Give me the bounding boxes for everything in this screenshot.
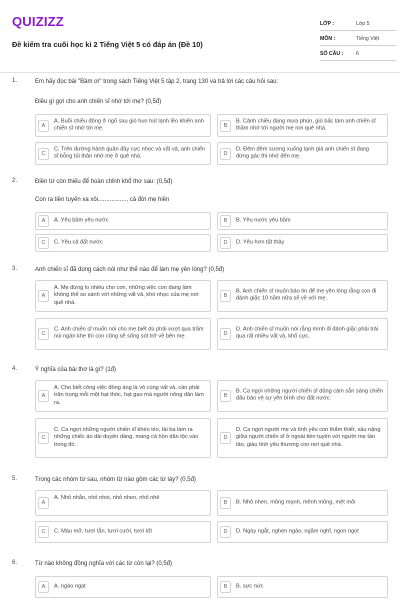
option-letter: C [38,526,49,538]
answer-option-c[interactable] [35,142,211,165]
option-text: A. Yêu bầm yêu nước [54,217,109,224]
option-letter: B [220,120,231,132]
option-letter: B [220,581,231,593]
question-text: Ý nghĩa của bài thơ là gì? (1đ) [35,367,116,373]
option-letter: A [38,581,49,593]
meta-value: Lớp 5 [356,21,370,27]
option-letter: A [38,390,49,402]
option-text: C. Ca ngợi những người chiến sĩ khéo léo, tài ba làm ra những chiếc áo dài duyên dáng, mang cả hồn dân tộc vào trong đó. [54,427,199,448]
question-number: 2. [12,178,18,184]
answer-option-b[interactable] [217,280,388,312]
meta-row-count [320,46,396,61]
option-letter: A [38,120,49,132]
option-text: D. Yêu hơn tất thảy [236,239,285,246]
page-title: Đề kiểm tra cuối học kì 2 Tiếng Việt 5 có đáp án (Đề 10) [12,40,203,49]
option-letter: B [220,290,231,302]
answer-option-a[interactable] [35,576,211,598]
option-text: B. Anh chiến sĩ muốn báo tin để mẹ yên lòng rằng con đi đánh giặc 10 năm nữa sẽ về với mẹ. [236,288,377,302]
answer-option-c[interactable] [35,234,211,252]
option-letter: D [220,432,231,444]
answer-option-d[interactable] [217,318,388,350]
meta-value: Tiếng Việt [356,36,380,42]
header-divider [0,72,400,73]
answer-option-a[interactable] [35,280,211,312]
question-number: 6. [12,560,18,566]
question-text: Trong các nhóm từ sau, nhóm từ nào gồm các từ láy? (0,5đ) [35,477,196,483]
answer-option-b[interactable] [217,576,388,598]
answer-option-d[interactable] [217,234,388,252]
option-letter: C [38,432,49,444]
question-6 [12,560,388,600]
answer-option-b[interactable] [217,114,388,137]
answer-option-b[interactable] [217,490,388,516]
option-letter: A [38,215,49,227]
answer-option-a[interactable] [35,380,211,412]
question-2 [12,178,388,256]
option-letter: D [220,526,231,538]
option-text: C. Trên đường hành quân đầy cực nhọc và vất vả, anh chiến sĩ bỗng tủi thân nhớ mẹ ở quê nhà. [54,146,206,160]
option-letter: C [38,328,49,340]
question-prompt: Điều gì gợi cho anh chiến sĩ nhớ tới mẹ? (0,5đ) [35,99,162,105]
option-letter: C [38,148,49,160]
answer-option-a[interactable] [35,114,211,137]
option-text: C. Màu mỡ, tươi tắn, tươi cười, tươi tốt [54,528,152,535]
option-letter: A [38,290,49,302]
option-text: B. Cảnh chiều đang mưa phùn, gió bấc làm anh chiến sĩ thầm nhớ tới người mẹ nơi quê nhà. [236,118,376,132]
option-letter: D [220,328,231,340]
question-text: Em hãy đọc bài "Bầm ơi" trong sách Tiếng Việt 5 tập 2, trang 130 và trả lời các câu hỏi sau: [35,79,279,85]
option-text: A. Buổi chiều đông ở ngõ sau gió hun hút lạnh lẽo khiến anh chiến sĩ nhớ tới mẹ. [54,118,204,132]
option-text: A. Mẹ đừng lo nhiều cho con, những việc con đang làm không thể so sánh với những vất vả, khó nhọc của mẹ nơi quê nhà. [54,285,199,306]
option-text: A. ngào ngạt [54,583,86,590]
answer-option-b[interactable] [217,380,388,412]
option-text: B. Yêu nước yêu bầm [236,217,291,224]
option-letter: C [38,237,49,249]
option-letter: D [220,148,231,160]
answer-option-b[interactable] [217,212,388,230]
option-text: C. Anh chiến sĩ muốn nói cho mẹ biết dù phải vượt qua trăm núi ngàn khe thì con cũng sẽ sống sót trở về bên mẹ. [54,326,204,340]
meta-key: SỐ CÂU : [320,51,344,57]
option-text: D. Ngày ngắt, nghẹn ngào, ngăm nghĩ, ngon ngọt [236,528,359,535]
option-letter: B [220,215,231,227]
meta-row-grade [320,16,396,31]
option-text: B. sực nức [236,583,264,590]
option-text: B. Nhỏ nhen, mông mạnh, mênh mông, mệt mỏi [236,499,356,506]
answer-option-d[interactable] [217,521,388,543]
question-5 [12,476,388,552]
worksheet-header [12,10,388,64]
option-text: D. Ca ngợi người mẹ và tình yêu con thắm thiết, sâu nặng giữa người chiến sĩ ở ngoài tiền tuyến với người mẹ tần tảo, giàu tình yêu thương con nơi quê nhà. [236,427,381,448]
question-3 [12,266,388,356]
question-1 [12,78,388,170]
question-number: 4. [12,366,18,372]
option-text: C. Yêu cả đất nước [54,239,103,246]
option-text: D. Anh chiến sĩ muốn nói rằng mình đi đánh giặc phải trải qua rất nhiều vất vả, khổ cực. [236,326,379,340]
meta-key: LỚP : [320,21,335,27]
question-number: 1. [12,78,18,84]
meta-key: MÔN : [320,36,336,42]
question-text: Từ nào không đồng nghĩa với các từ còn lại? (0,5đ) [35,561,173,567]
answer-option-d[interactable] [217,142,388,165]
question-number: 5. [12,476,18,482]
question-4 [12,366,388,466]
option-text: A. Cho biết công việc đồng áng là vô cùng vất vả, cần phải trân trọng mỗi một hạt thóc, hạt gạo mà người nông dân làm ra. [54,385,204,406]
meta-table [320,16,396,61]
option-text: D. Đêm đêm sương xuống lạnh giá anh chiến sĩ đang đứng gác thì nhớ đến mẹ. [236,146,370,160]
option-letter: B [220,390,231,402]
option-letter: D [220,237,231,249]
meta-value: 6 [356,51,359,57]
question-text: Anh chiến sĩ đã dùng cách nói như thế nào để làm mẹ yên lòng? (0,5đ) [35,267,225,273]
quizizz-logo: QUIZIZZ [12,14,64,29]
answer-option-c[interactable] [35,318,211,350]
answer-option-d[interactable] [217,418,388,458]
answer-option-c[interactable] [35,418,211,458]
option-letter: B [220,497,231,509]
answer-option-a[interactable] [35,490,211,516]
question-prompt: Con ra tiền tuyến xa xôi................., cả đời mẹ hiền [35,197,170,203]
answer-option-c[interactable] [35,521,211,543]
question-number: 3. [12,266,18,272]
option-text: B. Ca ngợi những người chiến sĩ dũng cảm sẵn sàng chiến đấu bảo vệ sự yên bình cho đất nước. [236,388,383,402]
answer-option-a[interactable] [35,212,211,230]
meta-row-subject [320,31,396,46]
option-text: A. Nhỏ nhắn, nhỏ nhoi, nhỏ nhen, nhỏ nhẻ [54,495,160,501]
option-letter: A [38,497,49,509]
question-text: Điền từ còn thiếu để hoàn chỉnh khổ thơ sau: (0,5đ) [35,179,173,185]
